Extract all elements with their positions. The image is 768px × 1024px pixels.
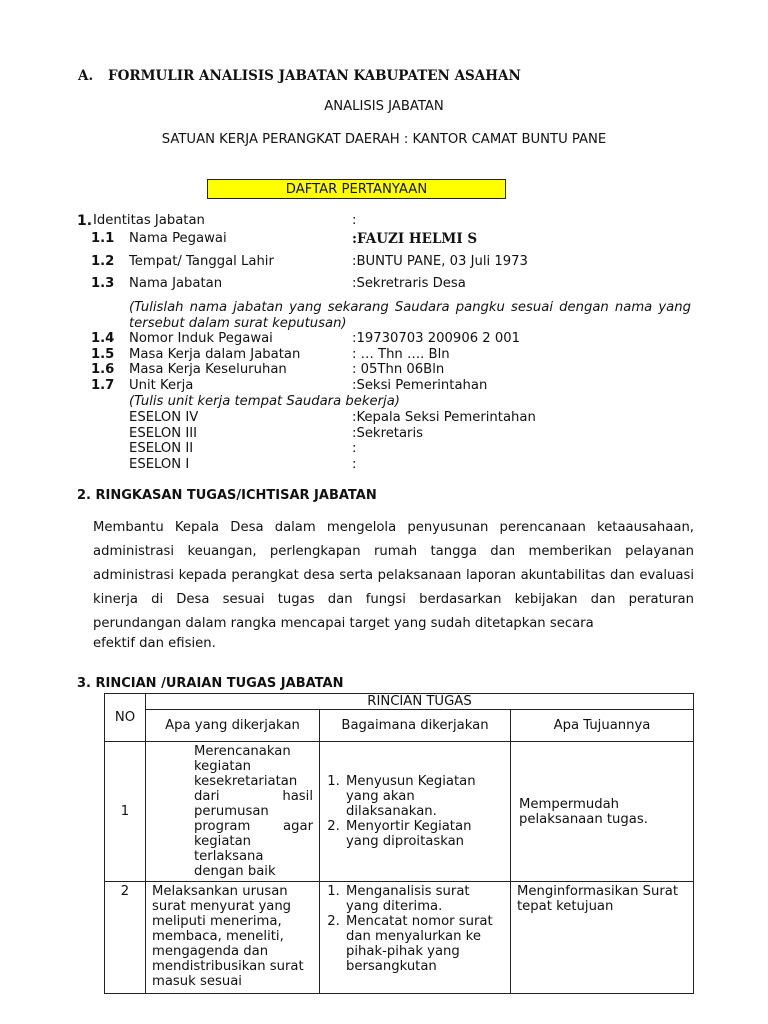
field-row: [0, 276, 768, 293]
field-value: :Sekretraris Desa: [352, 276, 466, 291]
task-how: [320, 742, 511, 882]
field-row: [0, 331, 768, 348]
field-label: Masa Kerja Keseluruhan: [129, 362, 287, 377]
eselon-value: :Sekretaris: [352, 426, 424, 441]
col-how-header: Bagaimana dikerjakan: [320, 710, 511, 742]
identity-colon: :: [352, 213, 357, 228]
field-number: 1.3: [91, 276, 115, 291]
field-label: Unit Kerja: [129, 378, 194, 393]
field-row: [0, 362, 768, 379]
identity-heading-row: [0, 213, 768, 230]
field-label: Masa Kerja dalam Jabatan: [129, 347, 301, 362]
eselon-label: ESELON II: [129, 441, 194, 456]
form-title: [78, 68, 521, 84]
section-letter: A.: [78, 68, 94, 84]
eselon-label: ESELON III: [129, 426, 198, 441]
field-value: :19730703 200906 2 001: [352, 331, 521, 346]
duty-group-header: RINCIAN TUGAS: [146, 694, 694, 710]
field-number: 1.7: [91, 378, 115, 393]
task-why: Menginformasikan Surat tepat ketujuan: [511, 882, 694, 994]
task-why: Mempermudah pelaksanaan tugas.: [511, 742, 694, 882]
eselon-row: [0, 441, 768, 458]
field-row: [0, 231, 768, 248]
eselon-label: ESELON I: [129, 457, 190, 472]
summary-last-line: efektif dan efisien.: [93, 636, 216, 651]
task-step: 2. Menyortir Kegiatan yang diproitaskan: [344, 819, 504, 849]
col-what-header: Apa yang dikerjakan: [146, 710, 320, 742]
form-title-text: FORMULIR ANALISIS JABATAN KABUPATEN ASAHAN: [108, 68, 521, 84]
identity-heading: Identitas Jabatan: [93, 213, 205, 228]
task-what: Melaksankan urusan surat menyurat yang meliputi menerima, membaca, meneliti, mengagenda dan mendistribusikan surat masuk sesuai: [146, 882, 320, 994]
field-value: :BUNTU PANE, 03 Juli 1973: [352, 254, 528, 269]
field-number: 1.5: [91, 347, 115, 362]
document-subtitle: ANALISIS JABATAN: [324, 99, 444, 114]
field-row: [0, 378, 768, 395]
field-value: :FAUZI HELMI S: [352, 231, 478, 247]
unit-note-row: [0, 394, 768, 411]
task-step: 2. Mencatat nomor surat dan menyalurkan ke pihak-pihak yang bersangkutan: [344, 914, 504, 974]
duties-table: [104, 693, 694, 994]
work-unit-line: SATUAN KERJA PERANGKAT DAERAH : KANTOR CAMAT BUNTU PANE: [161, 132, 607, 147]
eselon-label: ESELON IV: [129, 410, 199, 425]
field-number: 1.6: [91, 362, 115, 377]
task-what: Merencanakan kegiatan kesekretariatan dari hasil perumusan program agar kegiatan terlaksana dengan baik: [146, 742, 320, 882]
table-row: [105, 742, 694, 882]
field-label: Nomor Induk Pegawai: [129, 331, 273, 346]
summary-paragraph: Membantu Kepala Desa dalam mengelola penyusunan perencanaan ketaausahaan, administrasi keuangan, perlengkapan rumah tangga dan memberikan pelayanan administrasi kepada perangkat desa serta pelaksanaan laporan akuntabilitas dan evaluasi kinerja di Desa sesuai tugas dan fungsi berdasarkan kebijakan dan peraturan perundangan dalam rangka mencapai target yang sudah ditetapkan secara: [93, 520, 694, 631]
eselon-value: :: [352, 457, 357, 472]
eselon-row: [0, 457, 768, 474]
questionnaire-banner: DAFTAR PERTANYAAN: [207, 179, 506, 199]
duties-heading: 3. RINCIAN /URAIAN TUGAS JABATAN: [77, 676, 344, 691]
field-label: Tempat/ Tanggal Lahir: [129, 254, 274, 269]
table-row: [105, 882, 694, 994]
field-label: Nama Jabatan: [129, 276, 223, 291]
field-label: Nama Pegawai: [129, 231, 227, 246]
job-title-note: (Tulislah nama jabatan yang sekarang Saudara pangku sesuai dengan nama yang tersebut dalam surat keputusan): [129, 300, 691, 331]
field-row: [0, 254, 768, 271]
field-value: : … Thn …. Bln: [352, 347, 450, 362]
task-step: 1. Menyusun Kegiatan yang akan dilaksanakan.: [344, 774, 504, 819]
eselon-row: [0, 410, 768, 427]
unit-note: (Tulis unit kerja tempat Saudara bekerja): [129, 394, 400, 409]
field-number: 1.1: [91, 231, 115, 246]
field-number: 1.4: [91, 331, 115, 346]
field-value: :Seksi Pemerintahan: [352, 378, 488, 393]
field-value: : 05Thn 06Bln: [352, 362, 445, 377]
task-how: [320, 882, 511, 994]
task-step: 1. Menganalisis surat yang diterima.: [344, 884, 504, 914]
eselon-value: :: [352, 441, 357, 456]
section-number: 1.: [77, 213, 93, 229]
eselon-value: :Kepala Seksi Pemerintahan: [352, 410, 536, 425]
col-no-header: NO: [105, 694, 146, 742]
row-number: 2: [105, 882, 146, 994]
field-number: 1.2: [91, 254, 115, 269]
summary-heading: 2. RINGKASAN TUGAS/ICHTISAR JABATAN: [77, 488, 377, 503]
row-number: 1: [105, 742, 146, 882]
col-why-header: Apa Tujuannya: [511, 710, 694, 742]
